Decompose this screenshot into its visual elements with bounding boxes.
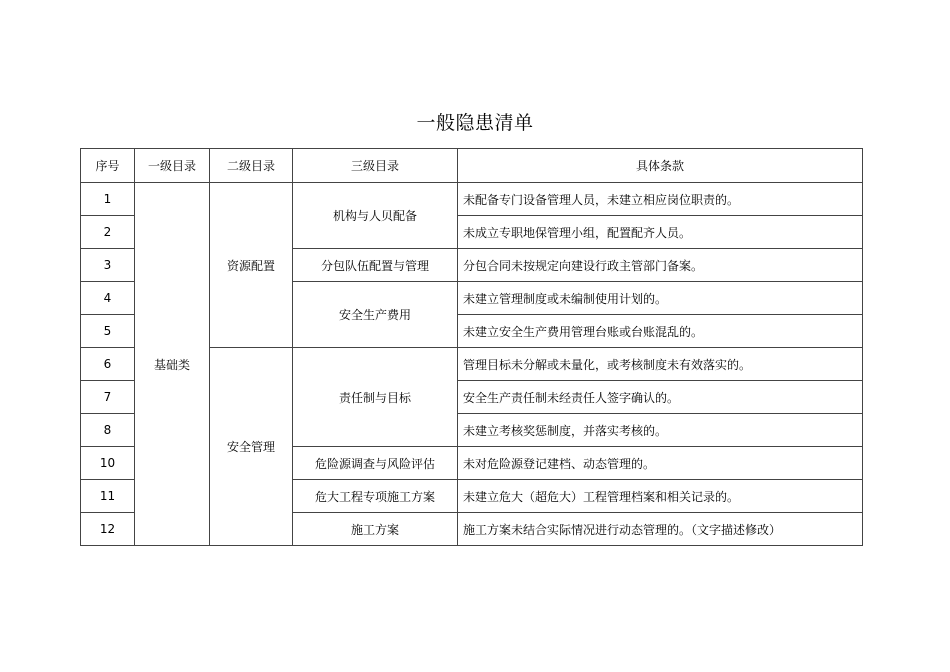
header-level1-category: 一级目录 (135, 149, 210, 183)
row-number: 11 (81, 480, 135, 513)
header-level3-category: 三级目录 (293, 149, 458, 183)
row-number: 6 (81, 348, 135, 381)
clause-cell: 未配备专门设备管理人员，未建立相应岗位职责的。 (458, 183, 863, 216)
level2-category-cell: 安全管理 (210, 348, 293, 546)
row-number: 8 (81, 414, 135, 447)
level3-category-cell: 机构与人贝配备 (293, 183, 458, 249)
header-level2-category: 二级目录 (210, 149, 293, 183)
row-number: 10 (81, 447, 135, 480)
row-number: 12 (81, 513, 135, 546)
clause-cell: 未建立管理制度或未编制使用计划的。 (458, 282, 863, 315)
row-number: 4 (81, 282, 135, 315)
clause-cell: 未成立专职地保管理小组，配置配齐人员。 (458, 216, 863, 249)
clause-cell: 分包合同未按规定向建设行政主管部门备案。 (458, 249, 863, 282)
level1-category-cell: 基础类 (135, 183, 210, 546)
clause-cell: 管理目标未分解或未量化，或考核制度未有效落实的。 (458, 348, 863, 381)
clause-cell: 未建立安全生产费用管理台账或台账混乱的。 (458, 315, 863, 348)
level3-category-cell: 安全生产费用 (293, 282, 458, 348)
clause-cell: 施工方案未结合实际情况进行动态管理的。（文字描述修改） (458, 513, 863, 546)
clause-cell: 未建立危大（超危大）工程管理档案和相关记录的。 (458, 480, 863, 513)
clause-cell: 未建立考核奖惩制度，并落实考核的。 (458, 414, 863, 447)
row-number: 1 (81, 183, 135, 216)
clause-cell: 未对危险源登记建档、动态管理的。 (458, 447, 863, 480)
level3-category-cell: 施工方案 (293, 513, 458, 546)
row-number: 5 (81, 315, 135, 348)
header-serial-no: 序号 (81, 149, 135, 183)
level3-category-cell: 危险源调查与风险评估 (293, 447, 458, 480)
level3-category-cell: 危大工程专项施工方案 (293, 480, 458, 513)
table-row (81, 183, 863, 216)
level3-category-cell: 责任制与目标 (293, 348, 458, 447)
row-number: 2 (81, 216, 135, 249)
row-number: 7 (81, 381, 135, 414)
table-header-row (81, 149, 863, 183)
level2-category-cell: 资源配置 (210, 183, 293, 348)
header-specific-clause: 具体条款 (458, 149, 863, 183)
page-title: 一般隐患清单 (416, 112, 534, 134)
level3-category-cell: 分包队伍配置与管理 (293, 249, 458, 282)
clause-cell: 安全生产责任制未经责任人签字确认的。 (458, 381, 863, 414)
row-number: 3 (81, 249, 135, 282)
hazard-list-table (80, 148, 863, 546)
